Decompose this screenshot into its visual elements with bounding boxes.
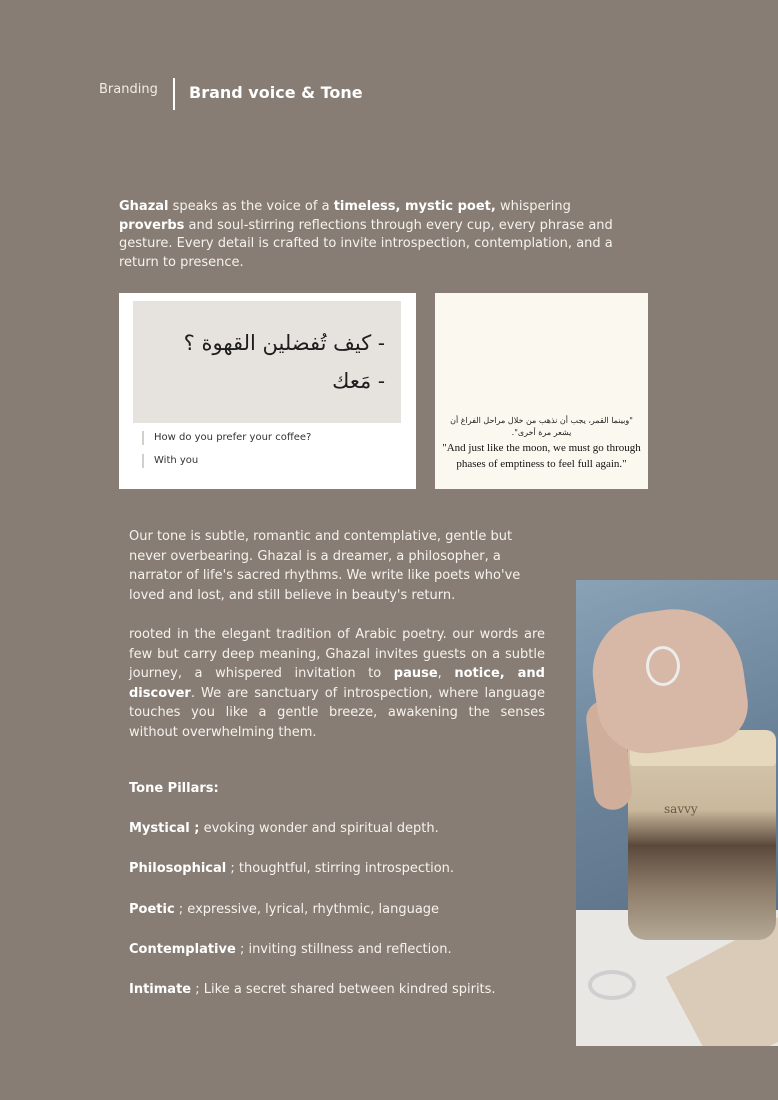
coffee-jar-photo <box>576 580 778 1046</box>
rooted-bold-1: pause <box>393 666 438 682</box>
rooted-text-3: . We are sanctuary of introspection, where language touches you like a gentle breeze, awakening the senses without overwhelming them. <box>129 685 545 740</box>
arabic-dialogue-card <box>119 293 416 489</box>
intro-text-1: speaks as the voice of a <box>168 199 334 214</box>
intro-paragraph <box>119 198 639 272</box>
pillar-intimate <box>129 982 496 997</box>
rooted-text-1: rooted in the elegant tradition of Arabic poetry. our words are few but carry deep meaning, Ghazal invites guests on a subtle journey, a whispered invitation to <box>129 627 545 682</box>
rooted-paragraph <box>129 625 545 743</box>
pillar-desc: ; thoughtful, stirring introspection. <box>226 861 455 876</box>
intro-text-2: whispering <box>495 199 571 214</box>
rooted-text-2: , <box>437 666 455 682</box>
ring-on-table-icon <box>588 970 636 1000</box>
pillars-heading: Tone Pillars: <box>129 781 219 796</box>
pillar-name: Poetic <box>129 902 175 917</box>
moon-quote-card <box>435 293 648 489</box>
paper-image <box>133 301 401 423</box>
ring-icon <box>646 646 680 686</box>
tone-paragraph: Our tone is subtle, romantic and contemplative, gentle but never overbearing. Ghazal is a dreamer, a philosopher, a narrator of life's sacred rhythms. We write like poets who've loved and lost, and still believe in beauty's return. <box>129 529 521 603</box>
pillar-name: Contemplative <box>129 942 236 957</box>
pillar-desc: evoking wonder and spiritual depth. <box>199 821 439 836</box>
arabic-line-1: - كيف تُفضلين القهوة ؟ <box>183 331 385 355</box>
header-divider <box>173 78 175 110</box>
photo-jar-label: savvy <box>664 802 698 816</box>
quote-english: "And just like the moon, we must go through phases of emptiness to feel full again." <box>442 442 641 470</box>
intro-text-3: and soul-stirring reflections through every cup, every phrase and gesture. Every detail is crafted to invite introspection, contemplation, and a return to presence. <box>119 217 613 270</box>
pillar-poetic <box>129 902 439 917</box>
pillar-name: Mystical ; <box>129 821 200 836</box>
pillar-philosophical <box>129 861 454 876</box>
pillar-desc: ; expressive, lyrical, rhythmic, language <box>174 902 440 917</box>
rooted-bold-2: notice, and discover <box>129 666 545 701</box>
arabic-line-2: - مَعك <box>332 369 385 393</box>
quote-arabic: "وبينما القمر، يجب أن نذهب من خلال مراحل الفراغ أن يشعر مرة أخرى". <box>450 416 633 437</box>
translation-line-2: With you <box>142 454 198 468</box>
pillar-name: Intimate <box>129 982 192 997</box>
intro-brand: Ghazal <box>119 199 169 214</box>
pillar-contemplative <box>129 942 452 957</box>
pillar-mystical <box>129 821 439 836</box>
pillar-desc: ; Like a secret shared between kindred spirits. <box>191 982 496 997</box>
pillar-desc: ; inviting stillness and reflection. <box>235 942 452 957</box>
intro-bold-2: proverbs <box>119 217 185 233</box>
pillar-name: Philosophical <box>129 861 227 876</box>
translation-line-1: How do you prefer your coffee? <box>142 431 311 445</box>
intro-bold-1: timeless, mystic poet, <box>333 199 496 214</box>
page-title: Brand voice & Tone <box>189 83 363 102</box>
section-label: Branding <box>99 82 158 97</box>
